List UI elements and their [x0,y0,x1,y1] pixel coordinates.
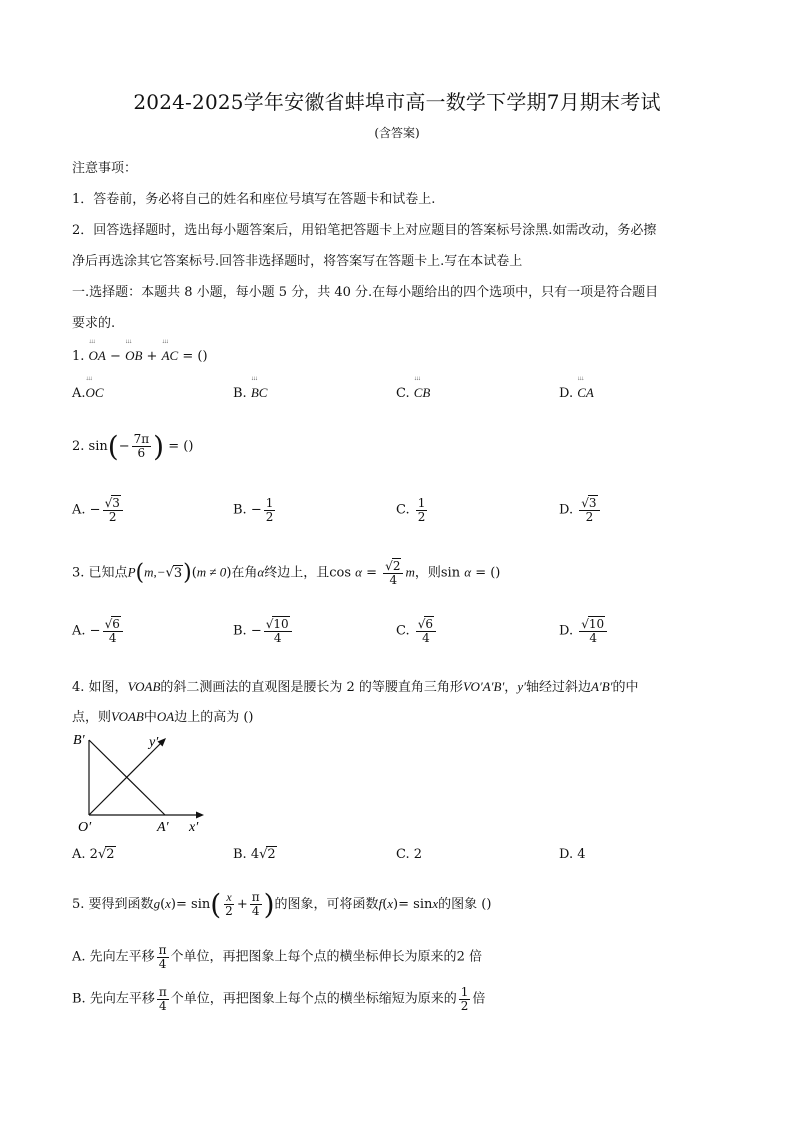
vector-term: ↓↓↓ AC [162,348,179,364]
q1-option-a: A.↓↓↓ OC [72,385,104,401]
notice-item-2: 2．回答选择题时，选出每小题答案后，用铅笔把答题卡上对应题目的答案标号涂黑.如需改动，务必擦 [72,223,657,238]
section-heading-cont: 要求的. [72,316,116,331]
section-heading: 一.选择题：本题共 8 小题，每小题 5 分，共 40 分.在每小题给出的四个选项中，只有一项是符合题目 [72,285,659,300]
question-1: 1. ↓↓↓ OA − ↓↓↓ OB + ↓↓↓ AC = () [72,348,208,364]
answer-blank: () [197,349,208,364]
q4-option-b: B. 4√2 [233,847,276,862]
q5-option-b: B. 先向左平移 $\frac{\pi}{4}$ 个单位，再把图象上每个点的横坐标缩短为原来的 $\frac{1}{2}$ 倍 [72,985,486,1013]
question-3: 3. 已知点P(m,−√3)(m ≠ 0)在角α终边上，且cos α = $\frac{√2}{4}$ m，则sin α = () [72,559,501,587]
q5-option-a: A. 先向左平移 $\frac{\pi}{4}$ 个单位，再把图象上每个点的横坐标伸长为原来的2 倍 [72,943,482,971]
page-subtitle: (含答案) [374,126,420,140]
question-2: 2. sin(− $\frac{7\pi}{6}$ ) = () [72,430,194,463]
q3-option-b: B. − $\frac{√10}{4}$ [233,618,294,644]
q4-option-d: D. 4 [559,847,586,862]
q3-option-d: D. $\frac{√10}{4}$ [559,618,609,644]
q1-option-d: D. ↓↓↓ CA [559,385,594,401]
q3-option-a: A. − $\frac{√6}{4}$ [72,618,125,644]
q1-option-c: C. ↓↓↓ CB [396,385,430,401]
q2-option-c: C. $\frac{1}{2}$ [396,496,426,524]
label-a: A′ [157,820,169,835]
y-axis [89,742,162,815]
q2-option-b: B. − $\frac{1}{2}$ [233,496,274,524]
q4-option-a: A. 2√2 [72,847,115,862]
label-y: y′ [149,735,159,750]
x-axis-arrow-icon [196,812,204,819]
equals-sign: = [182,349,194,364]
vector-term: ↓↓↓ OA [89,348,106,364]
label-o: O′ [78,820,92,835]
vector-term: ↓↓↓ OB [125,348,142,364]
q1-option-b: B. ↓↓↓ BC [233,385,267,401]
oblique-projection-figure [72,728,222,840]
label-x: x′ [189,820,199,835]
page-title: 2024-2025学年安徽省蚌埠市高一数学下学期7月期末考试 [133,90,661,114]
question-4-cont: 点，则VOAB中OA边上的高为 () [72,709,254,725]
label-b: B′ [73,733,85,748]
q2-option-a: A. − $\frac{√3}{2}$ [72,497,125,523]
question-5: 5. 要得到函数g(x)= sin( $\frac{x}{2}$ + $\frac{\pi}{4}$ )的图象，可将函数f(x)= sinx的图象 () [72,888,492,921]
q4-option-c: C. 2 [396,847,423,862]
question-number: 1. [72,349,85,364]
notice-item-1: 1．答卷前，务必将自己的姓名和座位号填写在答题卡和试卷上. [72,192,436,207]
question-4: 4. 如图，VOAB的斜二测画法的直观图是腰长为 2 的等腰直角三角形VO′A′B′，y′轴经过斜边A′B′的中 [72,679,639,695]
q2-option-d: D. $\frac{√3}{2}$ [559,497,602,523]
q3-option-c: C. $\frac{√6}{4}$ [396,618,438,644]
notice-heading: 注意事项： [72,161,138,176]
notice-item-2-cont: 净后再选涂其它答案标号.回答非选择题时，将答案写在答题卡上.写在本试卷上 [72,254,523,269]
